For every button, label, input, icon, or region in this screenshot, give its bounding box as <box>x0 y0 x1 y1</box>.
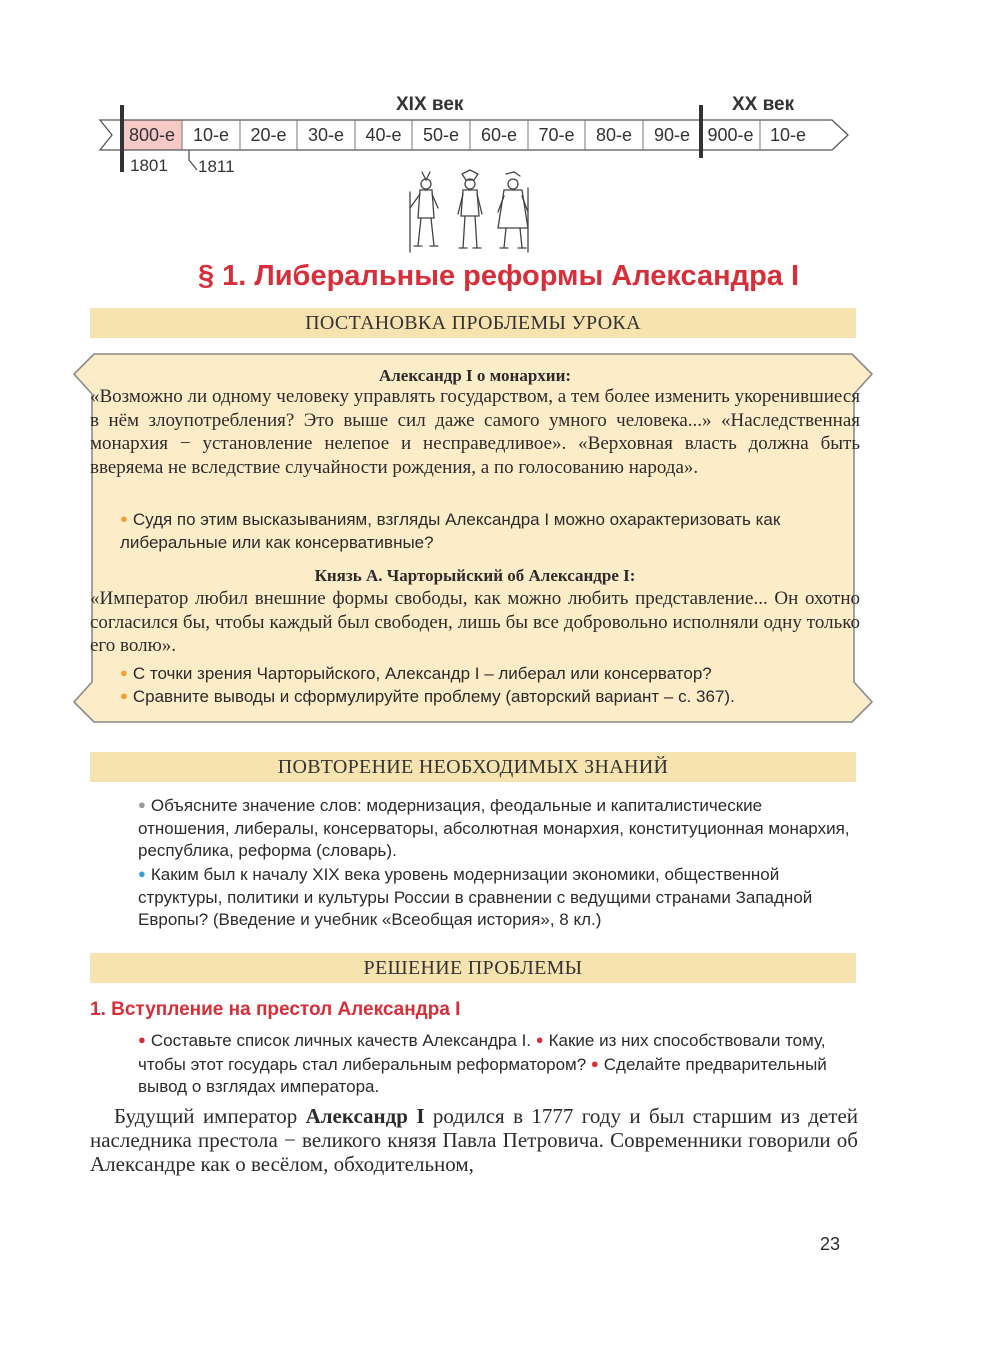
subsection-task-c: Сделайте предварительный вывод о взглядах императора. <box>138 1054 827 1096</box>
soldier-figure <box>410 172 438 252</box>
subsection-task-a: Составьте список личных качеств Александра I. <box>150 1031 532 1050</box>
bullet-icon: ● <box>138 1032 146 1047</box>
soldier-figure <box>458 170 482 248</box>
section-header-review: ПОВТОРЕНИЕ НЕОБХОДИМЫХ ЗНАНИЙ <box>90 752 856 782</box>
century-20-label: XX век <box>732 94 795 115</box>
body-rest: родился в 1777 году и был старшим из детей наследника престола − великого князя Павла Петровича. Современники говорили об Александре как о весёлом, обходительном, <box>90 1104 859 1176</box>
bullet-icon: ● <box>120 665 128 680</box>
century-19-label: XIX век <box>396 94 464 115</box>
decade-cell: 70-е <box>538 125 575 145</box>
quote1-task-text: Судя по этим высказываниям, взгляды Александра I можно охарактеризовать как либеральные или как консервативные? <box>120 510 781 552</box>
tick-1811 <box>189 150 197 170</box>
decade-cell: 80-е <box>595 125 633 145</box>
quote2-text: «Император любил внешние формы свободы, как можно любить представление... Он охотно согласился бы, чтобы каждый был свободен, лишь бы все добровольно исполняли одну только его волю». <box>90 588 860 656</box>
decade-cell: 60-е <box>480 125 518 145</box>
review-item1-text: Объясните значение слов: модернизация, феодальные и капиталистические отношения, либералы, консерваторы, абсолютная монархия, конституционная монархия, республика, реформа (словарь). <box>138 796 850 860</box>
bullet-icon: ● <box>138 797 146 812</box>
bullet-icon: ● <box>120 688 128 703</box>
bullet-icon: ● <box>138 866 146 881</box>
subsection-heading <box>90 999 460 1021</box>
subsection-tasks <box>138 1029 858 1099</box>
decade-cell: 800-е <box>128 125 176 145</box>
decade-cell: 10-е <box>192 125 230 145</box>
quote2-task2-text: Сравните выводы и сформулируйте проблему (авторский вариант – с. 367). <box>132 687 735 706</box>
body-paragraph <box>90 1104 858 1176</box>
quote2-task <box>120 662 860 686</box>
decade-cell: 900-е <box>707 125 754 145</box>
section-header-solution: РЕШЕНИЕ ПРОБЛЕМЫ <box>90 953 856 983</box>
bullet-icon: ● <box>535 1032 544 1047</box>
quote2-task1-text: С точки зрения Чарторыйского, Александр I – либерал или консерватор? <box>132 664 712 683</box>
decade-cell: 50-е <box>422 125 460 145</box>
quote1-task <box>120 508 860 554</box>
decade-cell: 30-е <box>307 125 345 145</box>
quote1-heading: Александр I о монархии: <box>378 366 572 385</box>
review-item2-text: Каким был к началу XIX века уровень модернизации экономики, общественной структуры, политики и культуры России в сравнении с ведущими странами Западной Европы? (Введение и учебник «Всеобщая история», 8 кл.) <box>138 865 813 929</box>
year-label: 1801 <box>130 156 168 175</box>
body-intro: Будущий император <box>114 1104 306 1128</box>
decade-cell: 90-е <box>653 125 691 145</box>
bullet-icon: ● <box>120 511 128 526</box>
soldiers-illustration <box>400 168 540 254</box>
body-name: Александр I <box>305 1104 425 1128</box>
subsection-number: 1. <box>90 999 106 1020</box>
page-title: § 1. Либеральные реформы Александра I <box>197 260 800 292</box>
soldier-figure <box>498 172 528 252</box>
review-item <box>138 863 858 932</box>
quote2-task <box>120 685 860 709</box>
section-header-problem: ПОСТАНОВКА ПРОБЛЕМЫ УРОКА <box>90 308 856 338</box>
decade-cell: 10-е <box>769 125 807 145</box>
quote1-text: «Возможно ли одному человеку управлять государством, а тем более изменить укоренившиеся в нём злоупотребления? Это выше сил даже самого умного человека...» «Наследственная монархия − установление нелепое и несправедливое». «Верховная власть должна быть вверяема не вследствие случайности рождения, а по голосованию народа». <box>90 386 860 478</box>
quote2-heading: Князь А. Чарторыйский об Александре I: <box>314 566 636 585</box>
decade-cell: 20-е <box>250 125 287 145</box>
page-number: 23 <box>820 1234 841 1254</box>
subsection-title: Вступление на престол Александра I <box>111 999 461 1020</box>
decade-cell: 40-е <box>365 125 402 145</box>
subsection-task-b: Какие из них способствовали тому, чтобы этот государь стал либеральным реформатором? <box>138 1031 826 1074</box>
review-item <box>138 794 858 863</box>
year-label: 1811 <box>198 157 235 176</box>
bullet-icon: ● <box>590 1055 599 1071</box>
